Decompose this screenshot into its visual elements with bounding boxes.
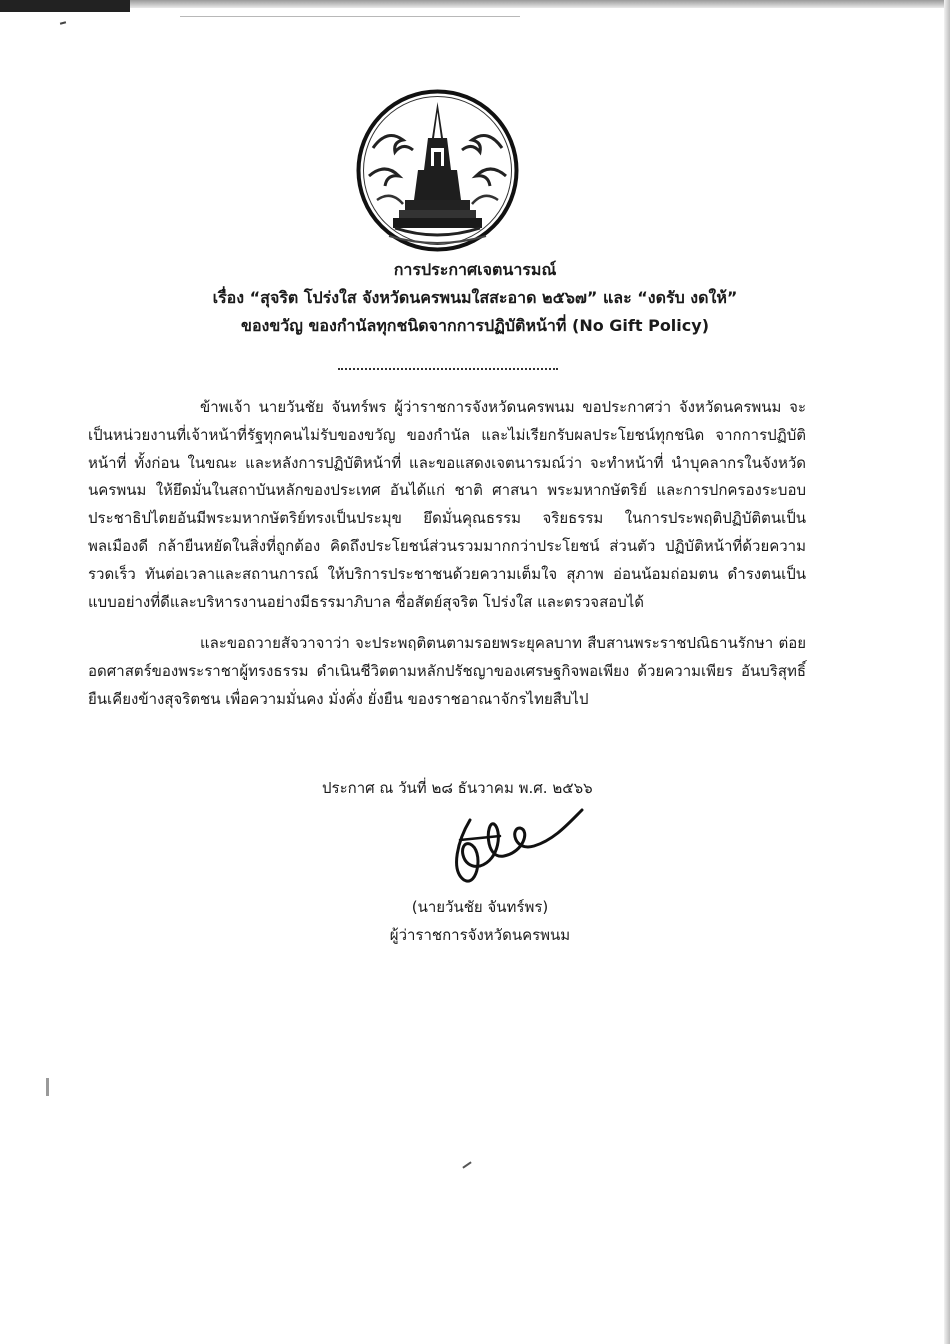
- scan-speck: [46, 1078, 49, 1096]
- subject-line-2: ของขวัญ ของกำนัลทุกชนิดจากการปฏิบัติหน้าที่ (No Gift Policy): [241, 316, 709, 335]
- signatory-name: (นายวันชัย จันทร์พร): [411, 898, 549, 916]
- paragraph-oath: และขอถวายสัจวาจาว่า จะประพฤติตนตามรอยพระยุคลบาท สืบสานพระราชปณิธานรักษา ต่อยอดศาสตร์ของพระราชาผู้ทรงธรรม ดำเนินชีวิตตามหลักปรัชญาของเศรษฐกิจพอเพียง ด้วยความเพียร อันบริสุทธิ์ ยืนเคียงข้างสุจริตชน เพื่อความมั่นคง มั่งคั่ง ยั่งยืน ของราชอาณาจักรไทยสืบไป: [88, 634, 806, 708]
- scan-edge-right: [944, 0, 950, 1344]
- document-body: [88, 394, 806, 722]
- handwritten-signature-icon: [440, 800, 590, 890]
- scan-speck: [462, 1161, 471, 1168]
- provincial-seal-icon: [355, 88, 520, 253]
- scan-speck: [60, 21, 66, 24]
- announcement-date: ประกาศ ณ วันที่ ๒๘ ธันวาคม พ.ศ. ๒๕๖๖: [322, 779, 593, 797]
- subject-line-1: เรื่อง “สุจริต โปร่งใส จังหวัดนครพนมใสสะอาด ๒๕๖๗” และ “งดรับ งดให้”: [212, 288, 738, 307]
- scan-edge-line: [180, 16, 520, 17]
- scan-edge-top: [0, 0, 950, 8]
- paragraph-declaration: ข้าพเจ้า นายวันชัย จันทร์พร ผู้ว่าราชการจังหวัดนครพนม ขอประกาศว่า จังหวัดนครพนม จะเป็นหน่วยงานที่เจ้าหน้าที่รัฐทุกคนไม่รับของขวัญ ของกำนัล และไม่เรียกรับผลประโยชน์ทุกชนิด จากการปฏิบัติหน้าที่ ทั้งก่อน ในขณะ และหลังการปฏิบัติหน้าที่ และขอแสดงเจตนารมณ์ว่า จะทำหน้าที่ นำบุคลากรในจังหวัดนครพนม ให้ยึดมั่นในสถาบันหลักของประเทศ อันได้แก่ ชาติ ศาสนา พระมหากษัตริย์ และการปกครองระบอบประชาธิปไตยอันมีพระมหากษัตริย์ทรงเป็นประมุข ยึดมั่นคุณธรรม จริยธรรม ในการประพฤติปฏิบัติตนเป็นพลเมืองดี กล้ายืนหยัดในสิ่งที่ถูกต้อง คิดถึงประโยชน์ส่วนรวมมากกว่าประโยชน์ ส่วนตัว ปฏิบัติหน้าที่ด้วยความรวดเร็ว ทันต่อเวลาและสถานการณ์ ให้บริการประชาชนด้วยความเต็มใจ สุภาพ อ่อนน้อมถ่อมตน ดำรงตนเป็นแบบอย่างที่ดีและบริหารงานอย่างมีธรรมาภิบาล ซื่อสัตย์สุจริต โปร่งใส และตรวจสอบได้: [88, 398, 806, 611]
- scan-shadow: [0, 0, 130, 12]
- signatory-title: ผู้ว่าราชการจังหวัดนครพนม: [389, 926, 571, 944]
- document-title: การประกาศเจตนารมณ์: [393, 260, 557, 279]
- announcement-header: [120, 256, 830, 340]
- title-divider: [338, 354, 558, 370]
